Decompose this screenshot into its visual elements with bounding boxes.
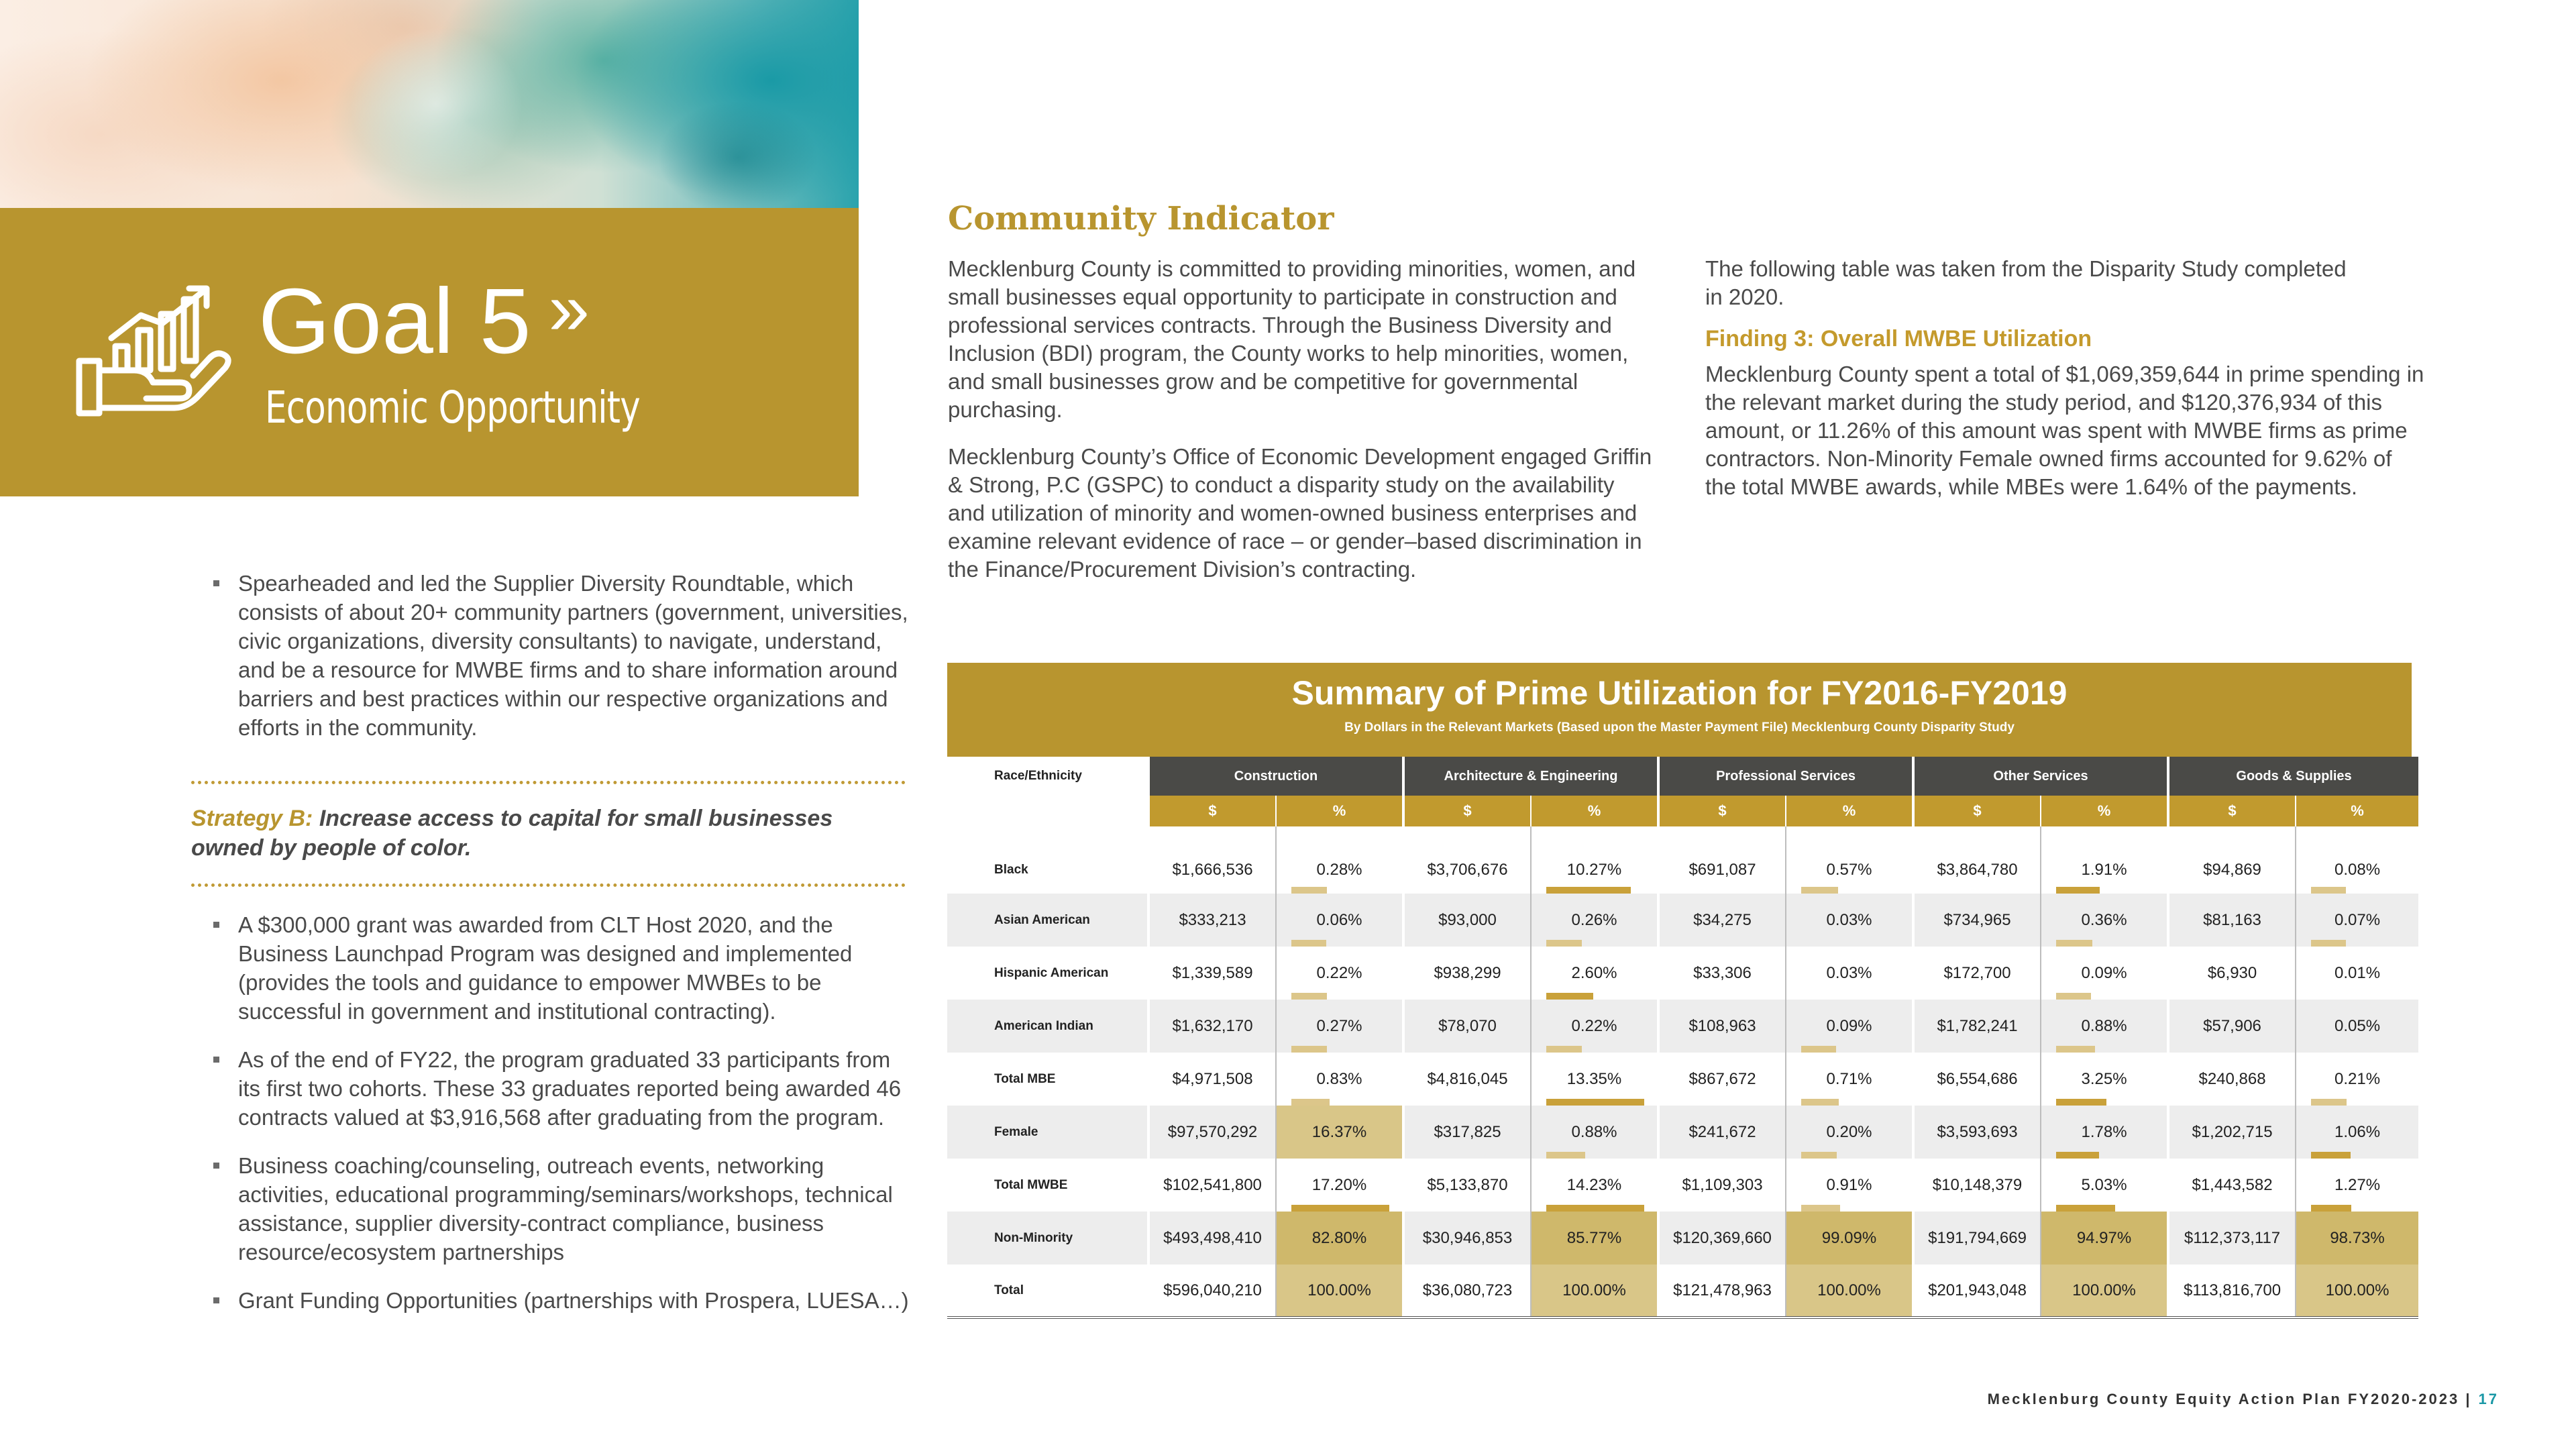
group-header-professional-services: Professional Services <box>1658 757 1913 796</box>
percent-cell: 17.20% <box>1276 1159 1403 1212</box>
dollar-header: $ <box>1658 796 1786 826</box>
percent-cell: 0.88% <box>1531 1106 1658 1159</box>
dollar-cell: $938,299 <box>1403 947 1531 1000</box>
percent-indicator-bar <box>2311 887 2346 894</box>
rule-cell <box>947 1318 2418 1323</box>
dollar-cell: $734,965 <box>1913 894 2041 947</box>
percent-cell: 10.27% <box>1531 826 1658 894</box>
percent-cell: 0.20% <box>1786 1106 1913 1159</box>
race-label-cell: Black <box>994 863 1028 877</box>
percent-indicator-bar <box>1801 887 1838 894</box>
percent-indicator-bar <box>1801 1205 1840 1212</box>
percent-header: % <box>1531 796 1658 826</box>
list-item: Spearheaded and led the Supplier Diversity Roundtable, which consists of about 20+ community partners (government, universities, civic organizations, diversity consultants) to navigate, understand, and be a resource for MWBE firms and to share information around barriers and best practices within our respective organizations and efforts in the community. <box>191 569 909 742</box>
dollar-cell: $596,040,210 <box>1148 1265 1276 1318</box>
percent-header: % <box>1786 796 1913 826</box>
percent-indicator-bar <box>2056 1205 2115 1212</box>
percent-cell: 13.35% <box>1531 1053 1658 1106</box>
dollar-cell: $6,930 <box>2168 947 2296 1000</box>
percent-indicator-bar <box>1291 1099 1330 1106</box>
percent-cell: 14.23% <box>1531 1159 1658 1212</box>
header-watercolor-art <box>0 0 859 208</box>
percent-cell: 0.28% <box>1276 826 1403 894</box>
dollar-cell: $1,109,303 <box>1658 1159 1786 1212</box>
percent-indicator-bar <box>1291 1205 1389 1212</box>
table-subtitle: By Dollars in the Relevant Markets (Based upon the Master Payment File) Mecklenburg County Disparity Study <box>1344 720 2015 735</box>
prime-utilization-table <box>947 757 2418 1323</box>
percent-cell: 0.21% <box>2296 1053 2418 1106</box>
percent-cell: 3.25% <box>2041 1053 2168 1106</box>
dollar-cell: $1,666,536 <box>1148 826 1276 894</box>
footer-title: Mecklenburg County Equity Action Plan FY2020-2023 | <box>1987 1391 2472 1407</box>
percent-indicator-bar <box>1546 1152 1585 1159</box>
percent-indicator-bar <box>1291 1046 1327 1053</box>
percent-indicator-bar <box>1291 940 1326 947</box>
percent-cell: 0.03% <box>1786 947 1913 1000</box>
dollar-header: $ <box>1148 796 1276 826</box>
percent-indicator-bar <box>1546 1046 1582 1053</box>
percent-indicator-bar <box>1291 887 1327 894</box>
percent-cell: 0.71% <box>1786 1053 1913 1106</box>
dollar-cell: $10,148,379 <box>1913 1159 2041 1212</box>
percent-indicator-bar <box>1546 993 1593 1000</box>
percent-indicator-bar <box>2056 1152 2099 1159</box>
dollar-cell: $4,971,508 <box>1148 1053 1276 1106</box>
table-row <box>947 894 2418 947</box>
table-title: Summary of Prime Utilization for FY2016-FY2019 <box>1291 674 2068 712</box>
community-paragraph-3: The following table was taken from the Disparity Study completed in 2020. <box>1705 256 2347 309</box>
percent-cell: 0.27% <box>1276 1000 1403 1053</box>
percent-cell: 0.06% <box>1276 894 1403 947</box>
dollar-cell: $172,700 <box>1913 947 2041 1000</box>
dollar-cell: $3,706,676 <box>1403 826 1531 894</box>
race-label-cell: Non-Minority <box>947 1212 1148 1265</box>
percent-indicator-bar <box>2056 1099 2106 1106</box>
dollar-cell: $78,070 <box>1403 1000 1531 1053</box>
percent-cell: 0.09% <box>2041 947 2168 1000</box>
dollar-cell: $33,306 <box>1658 947 1786 1000</box>
percent-indicator-bar <box>1546 887 1631 894</box>
percent-cell: 1.91% <box>2041 826 2168 894</box>
percent-indicator-bar <box>2311 940 2346 947</box>
percent-cell: 100.00% <box>1786 1265 1913 1318</box>
percent-header: % <box>2041 796 2168 826</box>
dollar-cell: $3,864,780 <box>1913 826 2041 894</box>
table-row <box>947 1000 2418 1053</box>
dollar-cell: $93,000 <box>1403 894 1531 947</box>
page-number: 17 <box>2478 1391 2499 1407</box>
divider <box>191 781 906 784</box>
percent-indicator-bar <box>1546 1205 1644 1212</box>
table-row <box>947 826 2418 894</box>
dollar-cell: $241,672 <box>1658 1106 1786 1159</box>
percent-cell: 0.22% <box>1276 947 1403 1000</box>
goal-banner <box>0 208 859 496</box>
blank-header-cell <box>947 796 1148 826</box>
percent-cell: 0.26% <box>1531 894 1658 947</box>
dollar-cell: $121,478,963 <box>1658 1265 1786 1318</box>
dollar-cell: $34,275 <box>1658 894 1786 947</box>
strategy-callout <box>191 804 909 863</box>
dollar-cell: $240,868 <box>2168 1053 2296 1106</box>
percent-indicator-bar <box>2311 1152 2351 1159</box>
dollar-cell: $57,906 <box>2168 1000 2296 1053</box>
table-row <box>947 947 2418 1000</box>
percent-cell: 0.22% <box>1531 1000 1658 1053</box>
goal-title <box>258 268 590 373</box>
community-paragraph-2: Mecklenburg County’s Office of Economic Development engaged Griffin & Strong, P.C (GSPC) to conduct a disparity study on the availability and utilization of minority and women-owned business enterprises and examine relevant evidence of race – or gender–based discrimination in the Finance/Procurement Division’s contracting. <box>948 444 1652 582</box>
table-row <box>947 1159 2418 1212</box>
table-row <box>947 1106 2418 1159</box>
percent-cell: 0.83% <box>1276 1053 1403 1106</box>
strategy-text: Increase access to capital for small businesses owned by people of color. <box>191 806 833 861</box>
group-header-other-services: Other Services <box>1913 757 2168 796</box>
percent-cell: 98.73% <box>2296 1212 2418 1265</box>
race-label-cell: Hispanic American <box>994 965 1109 980</box>
dollar-cell: $5,133,870 <box>1403 1159 1531 1212</box>
page-footer <box>1988 1391 2499 1408</box>
dollar-cell: $120,369,660 <box>1658 1212 1786 1265</box>
list-item: As of the end of FY22, the program graduated 33 participants from its first two cohorts. These 33 graduates reported being awarded 46 contracts valued at $3,916,568 after graduating from the program. <box>191 1045 909 1132</box>
percent-cell: 0.07% <box>2296 894 2418 947</box>
dollar-cell: $6,554,686 <box>1913 1053 2041 1106</box>
table-header-banner <box>947 663 2412 757</box>
dollar-cell: $1,632,170 <box>1148 1000 1276 1053</box>
percent-indicator-bar <box>2311 1099 2347 1106</box>
percent-cell: 5.03% <box>2041 1159 2168 1212</box>
finding-title: Finding 3: Overall MWBE Utilization <box>1705 326 2092 352</box>
percent-cell: 0.57% <box>1786 826 1913 894</box>
race-label-cell: Total MBE <box>994 1071 1056 1086</box>
percent-header: % <box>1276 796 1403 826</box>
community-indicator-heading: Community Indicator <box>948 200 1334 237</box>
percent-cell: 0.05% <box>2296 1000 2418 1053</box>
group-header-construction: Construction <box>1148 757 1403 796</box>
dollar-cell: $113,816,700 <box>2168 1265 2296 1318</box>
dollar-cell: $81,163 <box>2168 894 2296 947</box>
dollar-cell: $1,782,241 <box>1913 1000 2041 1053</box>
percent-cell: 2.60% <box>1531 947 1658 1000</box>
dollar-cell: $4,816,045 <box>1403 1053 1531 1106</box>
community-paragraph-1: Mecklenburg County is committed to providing minorities, women, and small businesses equal opportunity to participate in construction and professional services contracts. Through the Business Diversity and Inclusion (BDI) program, the County works to help minorities, women, and small businesses grow and be competitive for governmental purchasing. <box>948 256 1636 422</box>
finding-text: Mecklenburg County spent a total of $1,069,359,644 in prime spending in the relevant market during the study period, and $120,376,934 of this amount, or 11.26% of this amount was spent with MWBE firms as prime contractors. Non-Minority Female owned firms accounted for 9.62% of the total MWBE awards, while MBEs were 1.64% of the payments. <box>1705 362 2424 499</box>
dollar-cell: $3,593,693 <box>1913 1106 2041 1159</box>
dollar-cell: $94,869 <box>2168 826 2296 894</box>
percent-cell: 82.80% <box>1276 1212 1403 1265</box>
percent-indicator-bar <box>2056 993 2091 1000</box>
strategy-label: Strategy B: <box>191 806 313 831</box>
divider <box>191 883 906 887</box>
growth-chart-hand-icon <box>74 282 235 423</box>
dollar-cell: $317,825 <box>1403 1106 1531 1159</box>
race-label-cell: Asian American <box>947 894 1148 947</box>
list-item: A $300,000 grant was awarded from CLT Host 2020, and the Business Launchpad Program was designed and implemented (provides the tools and guidance to empower MWBEs to be successful in government and institutional contracting). <box>191 910 909 1026</box>
percent-cell: 100.00% <box>2041 1265 2168 1318</box>
percent-cell: 0.36% <box>2041 894 2168 947</box>
percent-cell: 1.78% <box>2041 1106 2168 1159</box>
dollar-cell: $201,943,048 <box>1913 1265 2041 1318</box>
top-bullet-list-container <box>191 569 909 761</box>
list-item: Grant Funding Opportunities (partnerships with Prospera, LUESA…) <box>191 1286 909 1315</box>
dollar-cell: $493,498,410 <box>1148 1212 1276 1265</box>
percent-cell: 0.01% <box>2296 947 2418 1000</box>
percent-cell: 94.97% <box>2041 1212 2168 1265</box>
percent-cell: 1.06% <box>2296 1106 2418 1159</box>
percent-cell: 0.03% <box>1786 894 1913 947</box>
bottom-bullet-list-container <box>191 910 909 1334</box>
goal-arrow: » <box>548 268 590 350</box>
table-body <box>947 826 2418 1323</box>
dollar-cell: $1,339,589 <box>1148 947 1276 1000</box>
goal-number-label: Goal 5 <box>258 270 531 373</box>
percent-cell: 0.91% <box>1786 1159 1913 1212</box>
dollar-cell: $97,570,292 <box>1148 1106 1276 1159</box>
dollar-header: $ <box>1913 796 2041 826</box>
percent-indicator-bar <box>2056 940 2092 947</box>
dollar-cell: $333,213 <box>1148 894 1276 947</box>
percent-header: % <box>2296 796 2418 826</box>
dollar-cell: $108,963 <box>1658 1000 1786 1053</box>
percent-cell: 0.09% <box>1786 1000 1913 1053</box>
dollar-cell: $102,541,800 <box>1148 1159 1276 1212</box>
dollar-cell: $691,087 <box>1658 826 1786 894</box>
dollar-cell: $1,202,715 <box>2168 1106 2296 1159</box>
table-bottom-rule <box>947 1318 2418 1323</box>
race-ethnicity-header: Race/Ethnicity <box>947 757 1148 796</box>
percent-indicator-bar <box>1546 940 1582 947</box>
percent-cell: 0.08% <box>2296 826 2418 894</box>
percent-cell: 100.00% <box>1276 1265 1403 1318</box>
goal-subtitle: Economic Opportunity <box>265 382 640 433</box>
dollar-cell: $36,080,723 <box>1403 1265 1531 1318</box>
percent-cell: 16.37% <box>1276 1106 1403 1159</box>
percent-cell: 99.09% <box>1786 1212 1913 1265</box>
percent-cell: 85.77% <box>1531 1212 1658 1265</box>
dollar-cell: $112,373,117 <box>2168 1212 2296 1265</box>
group-header-goods-supplies: Goods & Supplies <box>2168 757 2418 796</box>
table-row <box>947 1265 2418 1318</box>
percent-cell: 0.88% <box>2041 1000 2168 1053</box>
table-row <box>947 1053 2418 1106</box>
race-label-cell: American Indian <box>947 1000 1148 1053</box>
percent-indicator-bar <box>2311 1205 2351 1212</box>
race-label-cell: Total <box>994 1283 1024 1297</box>
percent-indicator-bar <box>1801 1152 1837 1159</box>
percent-cell: 1.27% <box>2296 1159 2418 1212</box>
bottom-bullet-list <box>191 910 909 1315</box>
dollar-cell: $30,946,853 <box>1403 1212 1531 1265</box>
percent-cell: 100.00% <box>2296 1265 2418 1318</box>
dollar-cell: $867,672 <box>1658 1053 1786 1106</box>
group-header-architecture-engineering: Architecture & Engineering <box>1403 757 1658 796</box>
percent-indicator-bar <box>2056 887 2100 894</box>
top-bullet-list <box>191 569 909 742</box>
table-row <box>947 1212 2418 1265</box>
dollar-cell: $191,794,669 <box>1913 1212 2041 1265</box>
dollar-header: $ <box>1403 796 1531 826</box>
list-item: Business coaching/counseling, outreach events, networking activities, educational programming/seminars/workshops, technical assistance, supplier diversity-contract compliance, business resource/ecosystem partnerships <box>191 1151 909 1267</box>
percent-indicator-bar <box>1801 1099 1839 1106</box>
percent-indicator-bar <box>1291 993 1327 1000</box>
dollar-header: $ <box>2168 796 2296 826</box>
percent-indicator-bar <box>2056 1046 2095 1053</box>
dollar-cell: $1,443,582 <box>2168 1159 2296 1212</box>
percent-indicator-bar <box>1801 1046 1836 1053</box>
race-label-cell: Female <box>947 1106 1148 1159</box>
percent-indicator-bar <box>1546 1099 1644 1106</box>
race-label-cell: Total MWBE <box>994 1177 1068 1192</box>
percent-cell: 100.00% <box>1531 1265 1658 1318</box>
